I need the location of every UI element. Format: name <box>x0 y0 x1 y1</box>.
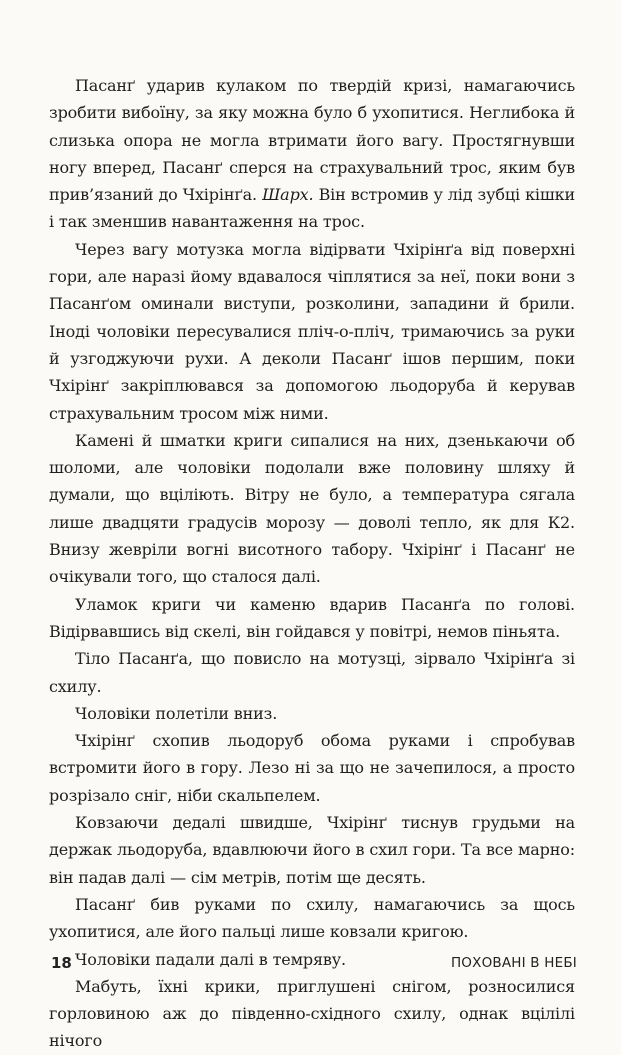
paragraph-4: Уламок криги чи каменю вдарив Пасанґа по голові. Відірвавшись від скелі, він гойдався у повітрі, немов піньята. <box>49 594 575 641</box>
paragraph-7: Чхірінґ схопив льодоруб обома руками і спробував встромити його в гору. Лезо ні за що не зачепилося, а просто розрізало сніг, ніби скальпелем. <box>49 731 575 805</box>
paragraph-1 <box>49 72 575 236</box>
page-footer <box>51 953 577 973</box>
page-body <box>49 72 575 1055</box>
paragraph-8: Ковзаючи дедалі швидше, Чхірінґ тиснув грудьми на держак льодоруба, вдавлюючи його в схил гори. Та все марно: він падав далі — сім метрів, потім ще десять. <box>49 813 575 887</box>
paragraph-1-text-a: Пасанґ ударив кулаком по твердій кризі, намагаючись зробити вибоїну, за яку можна було б ухопитися. Неглибока й слизька опора не могла втримати його вагу. Простягнувши ногу вперед, Пасанґ сперся на страхувальний трос, яким був прив’язаний до Чхірінґа. <box>49 76 575 205</box>
running-title: ПОХОВАНІ В НЕБІ <box>450 955 577 971</box>
paragraph-2: Через вагу мотузка могла відірвати Чхірінґа від поверхні гори, але наразі йому вдавалося чіплятися за неї, поки вони з Пасанґом оминали виступи, розколини, западини й брили. Іноді чоловіки пересувалися пліч-о-пліч, тримаючись за руки й узгоджуючи рухи. А деколи Пасанґ ішов першим, поки Чхірінґ закріплювався за допомогою льодоруба й керував страхувальним тросом між ними. <box>49 239 575 423</box>
paragraph-6: Чоловіки полетіли вниз. <box>75 703 278 723</box>
paragraph-11: Мабуть, їхні крики, приглушені снігом, розносилися горловиною аж до південно-східного схилу, однак вцілілі нічого <box>49 976 575 1051</box>
paragraph-1-text-b: Він встромив у лід зубці кішки і так зменшив навантаження на трос. <box>49 185 575 232</box>
paragraph-9: Пасанґ бив руками по схилу, намагаючись за щось ухопитися, але його пальці лише ковзали кригою. <box>49 894 575 942</box>
paragraph-5: Тіло Пасанґа, що повисло на мотузці, зірвало Чхірінґа зі схилу. <box>49 649 575 696</box>
paragraph-3: Камені й шматки криги сипалися на них, дзенькаючи об шоломи, але чоловіки подолали вже половину шляху й думали, що вціліють. Вітру не було, а температура сягала лише двадцяти градусів морозу — доволі тепло, як для К2. Внизу жевріли вогні висотного табору. Чхірінґ і Пасанґ не очікували того, що сталося далі. <box>49 430 575 587</box>
paragraph-10: Чоловіки падали далі в темряву. <box>75 949 346 969</box>
paragraph-1-italic: Шарх. <box>262 185 314 205</box>
page-number: 18 <box>51 954 72 972</box>
